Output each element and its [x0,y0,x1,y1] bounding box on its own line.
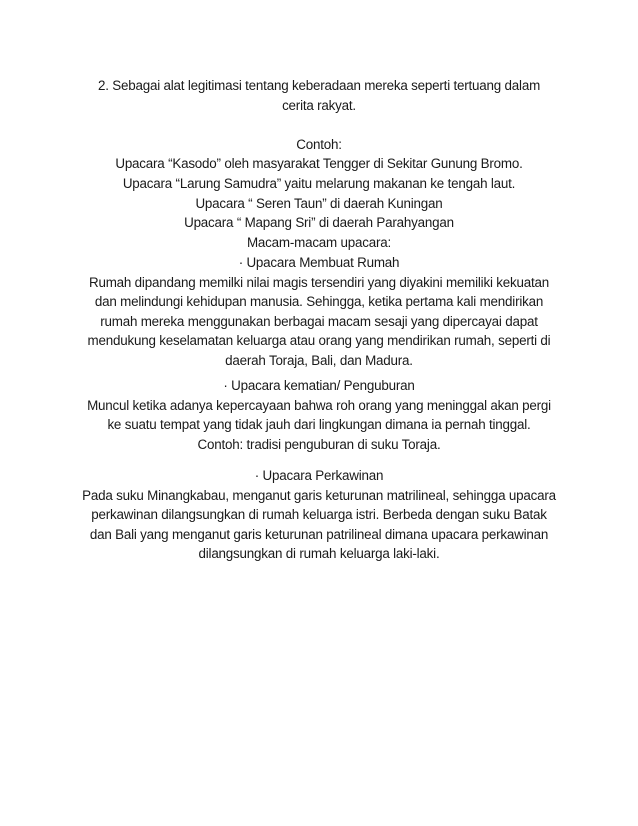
body-line: dilangsungkan di rumah keluarga laki-laki. [198,546,440,562]
body-line: Rumah dipandang memilki nilai magis tersendiri yang diyakini memiliki kekuatan [89,274,549,290]
body-line: dan melindungi kehidupan manusia. Sehingga, ketika pertama kali mendirikan [94,294,544,310]
body-line: daerah Toraja, Bali, dan Madura. [225,352,413,368]
intro-section [66,76,572,252]
body-line: Muncul ketika adanya kepercayaan bahwa roh orang yang meninggal akan pergi [87,397,551,413]
body-line: ke suatu tempat yang tidak jauh dari lingkungan dimana ia pernah tinggal. [107,417,531,433]
contoh-item: Upacara “Larung Samudra” yaitu melarung makanan ke tengah laut. [122,175,516,191]
body-line: Contoh: tradisi penguburan di suku Toraja. [197,436,441,452]
body-line: mendukung keselamatan keluarga atau orang yang mendirikan rumah, seperti di [87,333,551,349]
section-heading: · Upacara Membuat Rumah [238,255,400,270]
body-line: Pada suku Minangkabau, menganut garis keturunan matrilineal, sehingga upacara [82,487,556,503]
paragraph-gap [66,115,572,135]
body-line: perkawinan dilangsungkan di rumah keluarga istri. Berbeda dengan suku Batak [91,507,547,523]
contoh-item: Upacara “Kasodo” oleh masyarakat Tengger di Sekitar Gunung Bromo. [115,156,523,172]
contoh-item: Upacara “ Seren Taun” di daerah Kuningan [195,195,443,211]
body-line: dan Bali yang menganut garis keturunan patrilineal dimana upacara perkawinan [89,526,549,542]
intro-line: cerita rakyat. [282,97,356,113]
contoh-heading: Contoh: [296,136,342,152]
body-line: rumah mereka menggunakan berbagai macam sesaji yang dipercayai dapat [100,313,538,329]
section-heading: · Upacara kematian/ Penguburan [223,378,415,393]
kematian-section [66,376,572,454]
intro-line: 2. Sebagai alat legitimasi tentang keberadaan mereka seperti tertuang dalam [97,78,541,93]
contoh-item: Upacara “ Mapang Sri” di daerah Parahyangan [184,215,454,231]
section-heading: · Upacara Perkawinan [254,468,384,483]
perkawinan-section [66,466,572,564]
rumah-section [66,253,572,371]
contoh-item: Macam-macam upacara: [246,234,392,250]
